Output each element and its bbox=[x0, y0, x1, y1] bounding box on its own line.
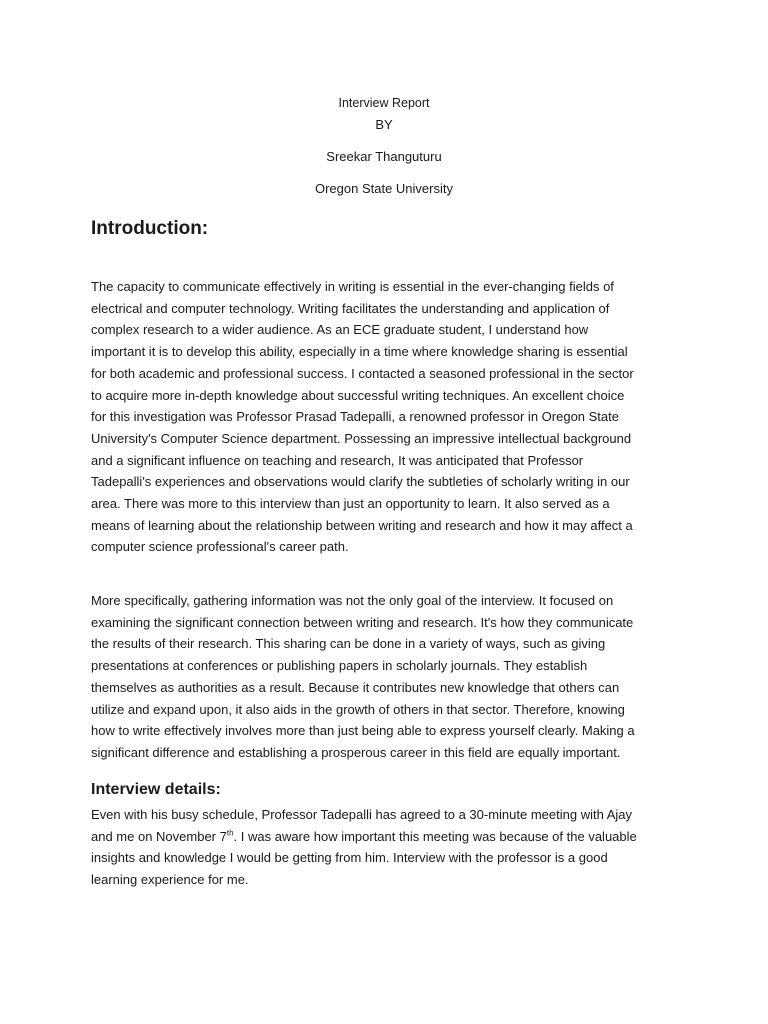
paragraph-line: significant difference and establishing a prosperous career in this field are equally important. bbox=[91, 744, 621, 760]
interview-details-heading: Interview details: bbox=[91, 781, 221, 798]
ordinal-suffix: th bbox=[226, 828, 234, 838]
paragraph-line: Even with his busy schedule, Professor Tadepalli has agreed to a 30-minute meeting with Ajay bbox=[91, 807, 633, 822]
line-text: . I was aware how important this meeting was because of the valuable bbox=[233, 828, 637, 844]
paragraph-line: complex research to a wider audience. As an ECE graduate student, I understand how bbox=[91, 322, 589, 338]
line-text: and me on November 7 bbox=[91, 828, 227, 844]
introduction-paragraph-1 bbox=[91, 276, 691, 558]
paragraph-line: insights and knowledge I would be getting from him. Interview with the professor is a good bbox=[91, 850, 608, 866]
report-title: Interview Report bbox=[338, 96, 430, 110]
paragraph-line: for this investigation was Professor Prasad Tadepalli, a renowned professor in Oregon State bbox=[91, 409, 619, 425]
paragraph-line: More specifically, gathering information was not the only goal of the interview. It focused on bbox=[91, 593, 614, 608]
paragraph-line: means of learning about the relationship between writing and research and how it may affect a bbox=[91, 517, 633, 533]
introduction-heading: Introduction: bbox=[91, 218, 209, 239]
paragraph-line: the results of their research. This sharing can be done in a variety of ways, such as giving bbox=[91, 636, 606, 652]
paragraph-line: utilize and expand upon, it also aids in the growth of others in that sector. Therefore, knowing bbox=[91, 701, 625, 717]
paragraph-line: examining the significant connection between writing and research. It's how they communicate bbox=[91, 614, 634, 630]
author-name: Sreekar Thanguturu bbox=[326, 149, 442, 164]
paragraph-line: to acquire more in-depth knowledge about successful writing techniques. An excellent choice bbox=[91, 387, 625, 403]
paragraph-line: Tadepalli's experiences and observations would clarify the subtleties of scholarly writing in our bbox=[91, 474, 630, 490]
paragraph-line: for both academic and professional success. I contacted a seasoned professional in the sector bbox=[91, 365, 634, 381]
interview-details-paragraph bbox=[91, 804, 691, 891]
paragraph-line: learning experience for me. bbox=[91, 872, 249, 888]
paragraph-line: The capacity to communicate effectively in writing is essential in the ever-changing fields of bbox=[91, 279, 614, 294]
paragraph-line: presentations at conferences or publishing papers in scholarly journals. They establish bbox=[91, 658, 588, 674]
paragraph-line: and a significant influence on teaching and research, It was anticipated that Professor bbox=[91, 452, 584, 468]
paragraph-line: University's Computer Science department. Possessing an impressive intellectual background bbox=[91, 430, 632, 446]
paragraph-line: themselves as authorities as a result. Because it contributes new knowledge that others can bbox=[91, 679, 620, 695]
paragraph-line bbox=[91, 826, 691, 848]
by-label: BY bbox=[375, 117, 393, 132]
paragraph-line: area. There was more to this interview than just an opportunity to learn. It also served as a bbox=[91, 496, 610, 512]
paragraph-line: electrical and computer technology. Writing facilitates the understanding and application of bbox=[91, 300, 610, 316]
introduction-paragraph-2 bbox=[91, 590, 691, 764]
paragraph-line: how to write effectively involves more than just being able to express yourself clearly. Making a bbox=[91, 723, 635, 739]
paragraph-line: important it is to develop this ability, especially in a time where knowledge sharing is essential bbox=[91, 344, 628, 360]
university-name: Oregon State University bbox=[314, 181, 453, 196]
paragraph-line: computer science professional's career path. bbox=[91, 539, 349, 555]
